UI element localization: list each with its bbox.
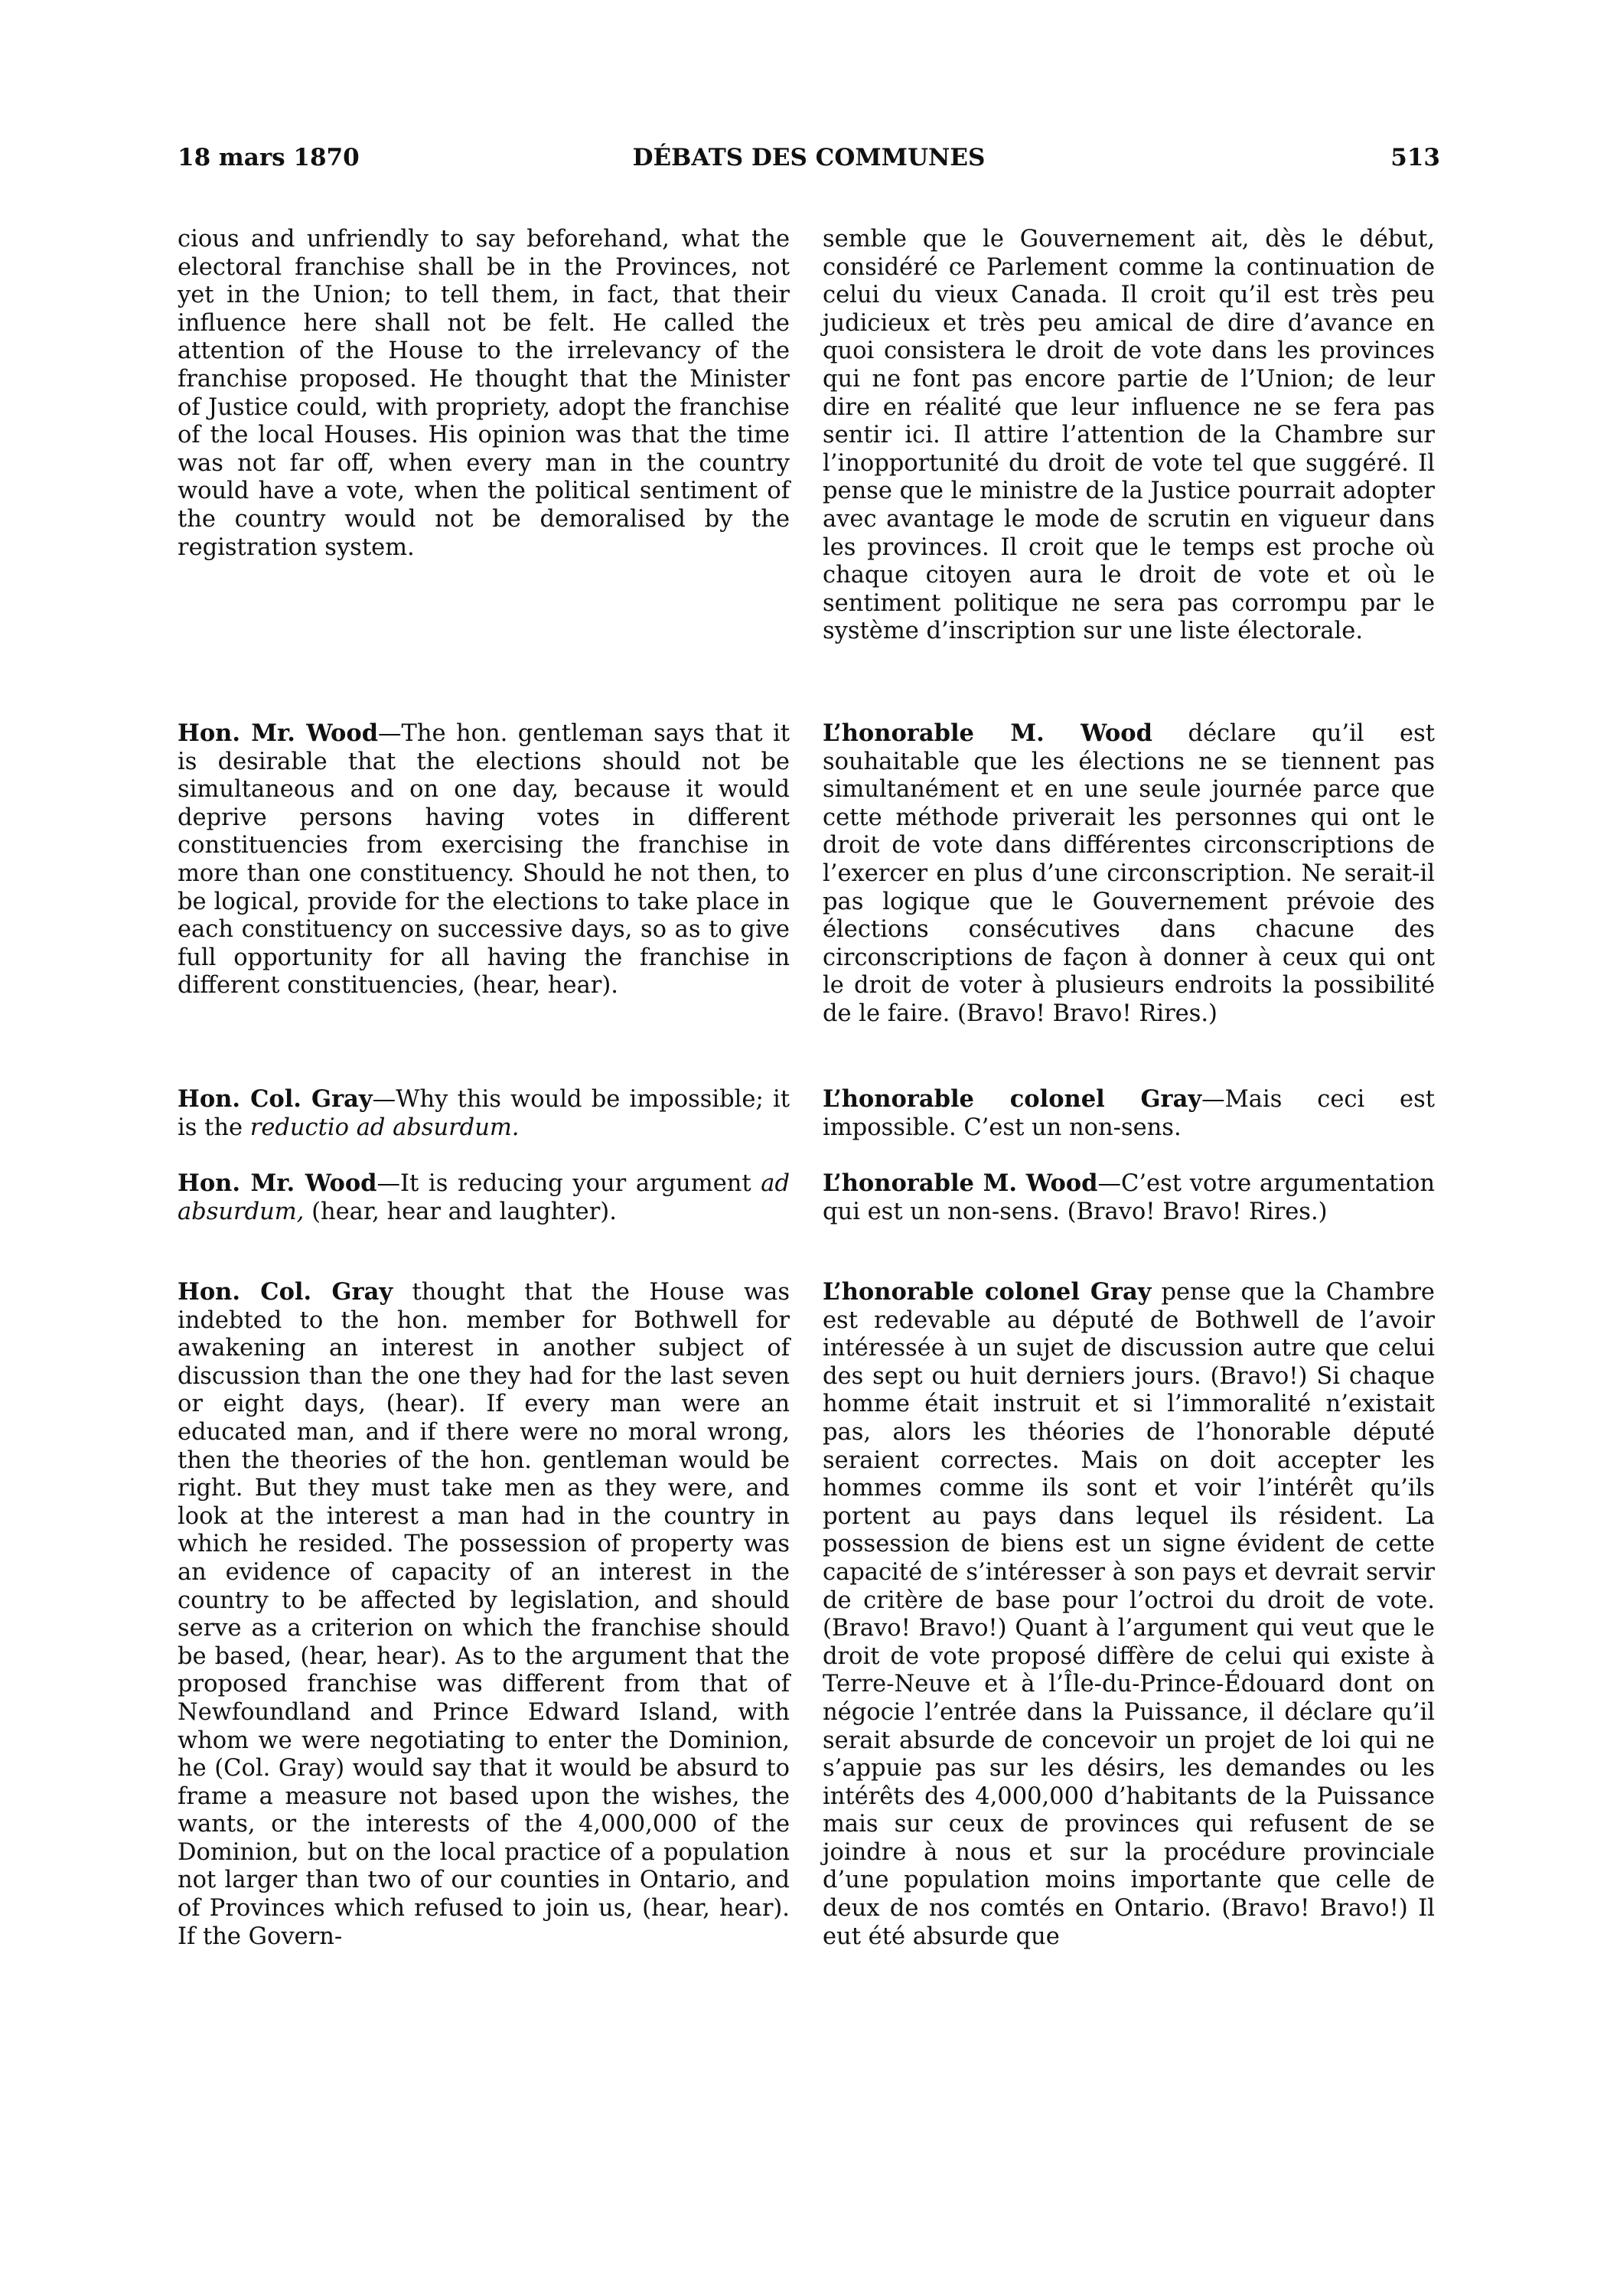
paragraph-text: cious and unfriendly to say beforehand, what the electoral franchise shall be in the Provinces, not yet in the Union; to tell them, in fact, that their influence here shall not be felt. He called the attention of the House to the irrelevancy of the franchise proposed. He thought that the Minister of Justice could, with propriety, adopt the franchise of the local Houses. His opinion was that the time was not far off, when every man in the country would have a vote, when the political sentiment of the country would not be demoralised by the registration system. <box>178 226 790 561</box>
speaker-name: Hon. Col. Gray <box>178 1085 373 1113</box>
english-column <box>178 226 790 562</box>
paragraph-text: semble que le Gouvernement ait, dès le début, considéré ce Parlement comme la continuation de celui du vieux Canada. Il croit qu’il est très peu judicieux et très peu amical de dire d’avance en quoi consistera le droit de vote dans les provinces qui ne font pas encore partie de l’Union; de leur dire en réalité que leur influence ne se fera pas sentir ici. Il attire l’attention de la Chambre sur l’inopportunité du droit de vote tel que suggéré. Il pense que le ministre de la Justice pourrait adopter avec avantage le mode de scrutin en vigueur dans les provinces. Il croit que le temps est proche où chaque citoyen aura le droit de vote et où le sentiment politique ne sera pas corrompu par le système d’inscription sur une liste électorale. <box>823 226 1435 645</box>
english-paragraph <box>178 226 790 562</box>
english-paragraph <box>178 1085 790 1142</box>
french-column <box>823 226 1435 646</box>
header-date: 18 mars 1870 <box>178 144 360 171</box>
paragraph-text: —It is reducing your argument <box>376 1170 761 1197</box>
speaker-name: Hon. Col. Gray <box>178 1278 393 1306</box>
paragraph-italic: reductio ad absurdum. <box>249 1114 520 1141</box>
english-paragraph <box>178 1169 790 1226</box>
french-paragraph <box>823 1169 1435 1226</box>
paragraph-text: —Why this would be impossible; it is the <box>178 1086 790 1141</box>
header-page-number: 513 <box>1390 144 1440 171</box>
french-paragraph <box>823 226 1435 646</box>
french-paragraph <box>823 719 1435 1029</box>
english-column <box>178 1169 790 1226</box>
french-column <box>823 1085 1435 1142</box>
speaker-name: L’honorable colonel Gray <box>823 1278 1152 1306</box>
speaker-name: Hon. Mr. Wood <box>178 719 379 747</box>
page-header <box>178 144 1440 182</box>
french-column <box>823 1278 1435 1951</box>
french-column <box>823 1169 1435 1226</box>
paragraph-text: thought that the House was indebted to the hon. member for Bothwell for awakening an interest in another subject of discussion than the one they had for the last seven or eight days, (hear). If every man were an educated man, and if there were no moral wrong, then the theories of the hon. gentleman would be right. But they must take men as they were, and look at the interest a man had in the country in which he resided. The possession of property was an evidence of capacity of an interest in the country to be affected by legislation, and should serve as a criterion on which the franchise should be based, (hear, hear). As to the argument that the proposed franchise was different from that of Newfoundland and Prince Edward Island, with whom we were negotiating to enter the Dominion, he (Col. Gray) would say that it would be absurd to frame a measure not based upon the wishes, the wants, or the interests of the 4,000,000 of the Dominion, but on the local practice of a population not larger than two of our counties in Ontario, and of Provinces which refused to join us, (hear, hear). If the Govern- <box>178 1279 790 1950</box>
speaker-name: L’honorable M. Wood <box>823 1169 1098 1197</box>
french-paragraph <box>823 1278 1435 1951</box>
speaker-name: Hon. Mr. Wood <box>178 1169 377 1197</box>
speaker-name: L’honorable M. Wood <box>823 719 1152 747</box>
paragraph-text: pense que la Chambre est redevable au député de Bothwell de l’avoir intéressée à un sujet de discussion autre que celui des sept ou huit derniers jours. (Bravo!) Si chaque homme était instruit et si l’immoralité n’existait pas, alors les théories de l’honorable député seraient correctes. Mais on doit accepter les hommes comme ils sont et voir l’intérêt qu’ils portent au pays dans lequel ils résident. La possession de biens est un signe évident de cette capacité de s’intéresser à son pays et devrait servir de critère de base pour l’octroi du droit de vote. (Bravo! Bravo!) Quant à l’argument qui veut que le droit de vote proposé diffère de celui qui existe à Terre-Neuve et à l’Île-du-Prince-Édouard dont on négocie l’entrée dans la Puissance, il déclare qu’il serait absurde de concevoir un projet de loi qui ne s’appuie pas sur les désirs, les demandes ou les intérêts des 4,000,000 d’habitants de la Puissance mais sur ceux de provinces qui refusent de se joindre à nous et sur la procédure provinciale d’une population moins importante que celle de deux de nos comtés en Ontario. (Bravo! Bravo!) Il eut été absurde que <box>823 1279 1435 1950</box>
header-title: DÉBATS DES COMMUNES <box>632 144 986 171</box>
english-paragraph <box>178 1278 790 1951</box>
french-column <box>823 719 1435 1029</box>
french-paragraph <box>823 1085 1435 1142</box>
english-column <box>178 1085 790 1142</box>
paragraph-text: déclare qu’il est souhaitable que les élections ne se tiennent pas simultanément et en une seule journée parce que cette méthode priverait les personnes qui ont le droit de vote dans différentes circonscriptions de l’exercer en plus d’une circonscription. Ne serait-il pas logique que le Gouvernement prévoie des élections consécutives dans chacune des circonscriptions de façon à donner à ceux qui ont le droit de voter à plusieurs endroits la possibilité de le faire. (Bravo! Bravo! Rires.) <box>823 720 1436 1027</box>
paragraph-text-after: (hear, hear and laughter). <box>304 1198 617 1225</box>
english-column <box>178 719 790 1000</box>
paragraph-text: —Mais ceci est impossible. C’est un non-sens. <box>823 1086 1435 1141</box>
paragraph-text: —C’est votre argumentation qui est un non-sens. (Bravo! Bravo! Rires.) <box>823 1170 1435 1225</box>
english-paragraph <box>178 719 790 1000</box>
paragraph-italic: ad absurdum, <box>178 1170 790 1225</box>
paragraph-text: —The hon. gentleman says that it is desirable that the elections should not be simultaneous and on one day, because it would deprive persons having votes in different constituencies from exercising the franchise in more than one constituency. Should he not then, to be logical, provide for the elections to take place in each constituency on successive days, so as to give full opportunity for all having the franchise in different constituencies, (hear, hear). <box>178 720 790 1000</box>
speaker-name: L’honorable colonel Gray <box>823 1085 1202 1113</box>
english-column <box>178 1278 790 1951</box>
